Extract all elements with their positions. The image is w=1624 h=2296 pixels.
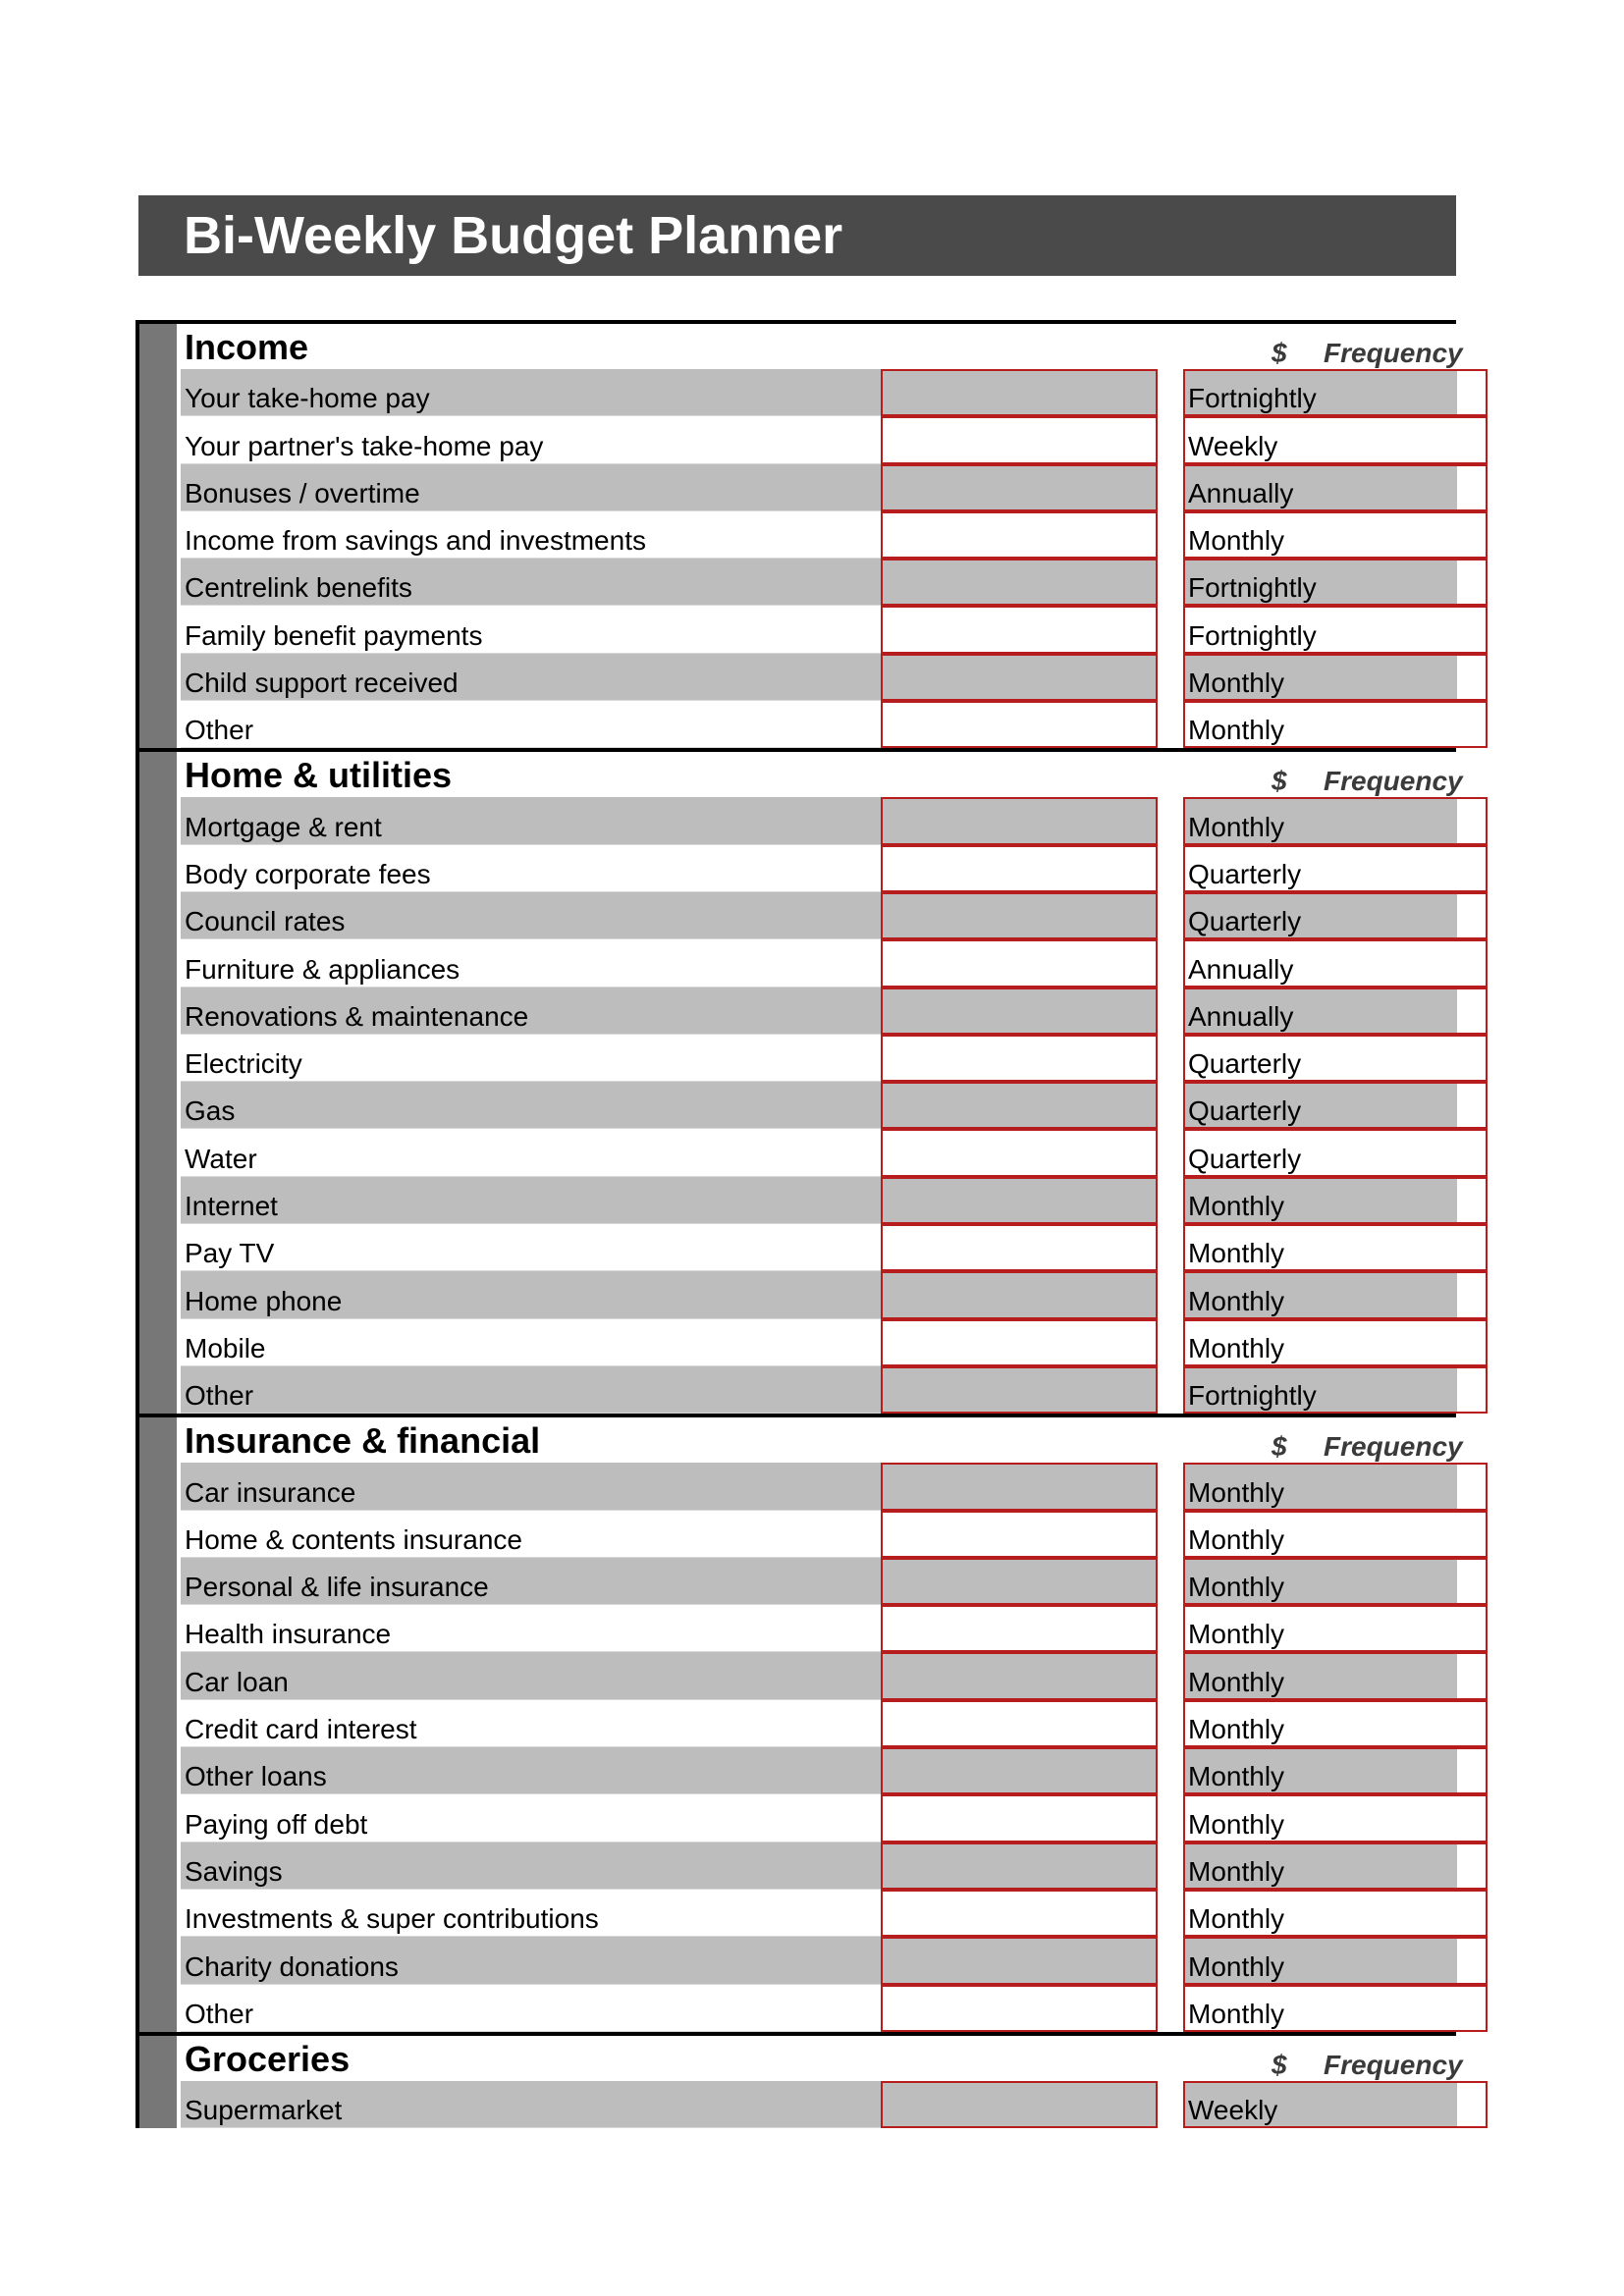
- row-label: Income from savings and investments: [185, 525, 646, 557]
- frequency-select[interactable]: [1183, 1035, 1488, 1082]
- row-label: Water: [185, 1143, 257, 1174]
- frequency-value: Monthly: [1188, 811, 1285, 842]
- row-label: Health insurance: [185, 1619, 392, 1650]
- table-row: [181, 845, 1456, 892]
- row-label: Car insurance: [185, 1476, 356, 1508]
- frequency-value: Monthly: [1188, 1855, 1285, 1887]
- amount-input[interactable]: [881, 845, 1158, 892]
- table-row: [181, 1558, 1456, 1605]
- column-gap: [1158, 1937, 1185, 1984]
- table-row: [181, 892, 1456, 939]
- frequency-value: Quarterly: [1188, 906, 1302, 937]
- frequency-select[interactable]: [1183, 1794, 1488, 1842]
- frequency-value: Weekly: [1188, 2095, 1278, 2126]
- row-label: Credit card interest: [185, 1714, 417, 1745]
- amount-input[interactable]: [881, 1890, 1158, 1937]
- row-label: Other: [185, 715, 254, 746]
- column-gap: [1158, 559, 1185, 606]
- column-gap: [1158, 892, 1185, 939]
- amount-input[interactable]: [881, 892, 1158, 939]
- row-label: Body corporate fees: [185, 858, 431, 889]
- row-label: Investments & super contributions: [185, 1903, 599, 1935]
- row-label: Supermarket: [185, 2095, 343, 2126]
- column-gap: [1158, 1224, 1185, 1271]
- column-gap: [1158, 1794, 1185, 1842]
- column-gap: [1158, 416, 1185, 463]
- frequency-select[interactable]: [1183, 1366, 1488, 1414]
- column-gap: [1158, 1319, 1185, 1366]
- frequency-select[interactable]: [1183, 988, 1488, 1035]
- row-label: Internet: [185, 1191, 278, 1222]
- frequency-value: Annually: [1188, 953, 1294, 985]
- table-row: [181, 1652, 1456, 1699]
- amount-input[interactable]: [881, 1842, 1158, 1890]
- table-row: [181, 1605, 1456, 1652]
- amount-input[interactable]: [881, 1605, 1158, 1652]
- frequency-select[interactable]: [1183, 464, 1488, 511]
- row-label: Charity donations: [185, 1950, 399, 1982]
- frequency-select[interactable]: [1183, 511, 1488, 559]
- frequency-value: Fortnightly: [1188, 1380, 1317, 1412]
- table-row: [181, 1700, 1456, 1747]
- frequency-column-header: Frequency: [1324, 338, 1463, 368]
- table-row: [181, 654, 1456, 701]
- column-gap: [1158, 1558, 1185, 1605]
- frequency-value: Monthly: [1188, 1808, 1285, 1840]
- amount-input[interactable]: [881, 654, 1158, 701]
- frequency-select[interactable]: [1183, 1129, 1488, 1176]
- frequency-value: Fortnightly: [1188, 383, 1317, 414]
- frequency-select[interactable]: [1183, 1511, 1488, 1558]
- row-label: Other: [185, 1380, 254, 1412]
- page-title: Bi-Weekly Budget Planner: [184, 206, 843, 265]
- frequency-select[interactable]: [1183, 369, 1488, 416]
- frequency-select[interactable]: [1183, 606, 1488, 653]
- row-label: Mobile: [185, 1332, 266, 1363]
- amount-input[interactable]: [881, 1511, 1158, 1558]
- frequency-column-header: Frequency: [1324, 2049, 1463, 2080]
- section-income: [135, 320, 1463, 748]
- amount-input[interactable]: [881, 1366, 1158, 1414]
- row-label: Your partner's take-home pay: [185, 430, 544, 461]
- row-label: Furniture & appliances: [185, 953, 460, 985]
- frequency-select[interactable]: [1183, 1271, 1488, 1318]
- row-label: Mortgage & rent: [185, 811, 382, 842]
- frequency-select[interactable]: [1183, 1842, 1488, 1890]
- amount-input[interactable]: [881, 1319, 1158, 1366]
- frequency-select[interactable]: [1183, 939, 1488, 987]
- column-gap: [1158, 1985, 1185, 2032]
- amount-input[interactable]: [881, 1082, 1158, 1129]
- column-gap: [1158, 988, 1185, 1035]
- amount-input[interactable]: [881, 559, 1158, 606]
- frequency-value: Monthly: [1188, 1950, 1285, 1982]
- column-gap: [1158, 606, 1185, 653]
- amount-input[interactable]: [881, 1271, 1158, 1318]
- row-label: Your take-home pay: [185, 383, 430, 414]
- frequency-value: Quarterly: [1188, 858, 1302, 889]
- row-label: Pay TV: [185, 1238, 275, 1269]
- frequency-select[interactable]: [1183, 1747, 1488, 1794]
- title-bar: [138, 195, 1456, 276]
- amount-input[interactable]: [881, 511, 1158, 559]
- amount-column-header: $: [1272, 2049, 1287, 2080]
- frequency-select[interactable]: [1183, 2081, 1488, 2128]
- frequency-value: Monthly: [1188, 1523, 1285, 1555]
- frequency-select[interactable]: [1183, 701, 1488, 748]
- table-row: [181, 1035, 1456, 1082]
- column-gap: [1158, 464, 1185, 511]
- frequency-select[interactable]: [1183, 1558, 1488, 1605]
- section-header: [181, 752, 1463, 797]
- table-row: [181, 1224, 1456, 1271]
- frequency-select[interactable]: [1183, 845, 1488, 892]
- frequency-value: Quarterly: [1188, 1048, 1302, 1080]
- column-gap: [1158, 701, 1185, 748]
- amount-input[interactable]: [881, 1177, 1158, 1224]
- frequency-select[interactable]: [1183, 416, 1488, 463]
- column-gap: [1158, 1366, 1185, 1414]
- frequency-value: Monthly: [1188, 667, 1285, 699]
- amount-column-header: $: [1272, 1431, 1287, 1463]
- column-gap: [1158, 1511, 1185, 1558]
- amount-input[interactable]: [881, 1652, 1158, 1699]
- frequency-value: Quarterly: [1188, 1095, 1302, 1127]
- amount-column-header: $: [1272, 766, 1287, 797]
- amount-input[interactable]: [881, 1129, 1158, 1176]
- frequency-select[interactable]: [1183, 1463, 1488, 1510]
- column-gap: [1158, 511, 1185, 559]
- row-label: Bonuses / overtime: [185, 477, 420, 508]
- column-gap: [1158, 1652, 1185, 1699]
- row-label: Council rates: [185, 906, 346, 937]
- column-gap: [1158, 654, 1185, 701]
- frequency-value: Monthly: [1188, 715, 1285, 746]
- row-label: Centrelink benefits: [185, 572, 412, 604]
- row-label: Family benefit payments: [185, 619, 483, 651]
- budget-sheet: [135, 320, 1463, 2128]
- column-gap: [1158, 1747, 1185, 1794]
- row-label: Home phone: [185, 1285, 343, 1316]
- section-header: [181, 1417, 1463, 1463]
- table-row: [181, 1129, 1456, 1176]
- table-row: [181, 559, 1456, 606]
- amount-input[interactable]: [881, 1985, 1158, 2032]
- frequency-value: Monthly: [1188, 1476, 1285, 1508]
- table-row: [181, 1463, 1456, 1510]
- table-row: [181, 1842, 1456, 1890]
- table-row: [181, 797, 1456, 844]
- table-row: [181, 2081, 1456, 2128]
- frequency-select[interactable]: [1183, 1177, 1488, 1224]
- table-row: [181, 1082, 1456, 1129]
- table-row: [181, 1271, 1456, 1318]
- amount-input[interactable]: [881, 2081, 1158, 2128]
- column-gap: [1158, 1271, 1185, 1318]
- column-gap: [1158, 1842, 1185, 1890]
- frequency-value: Monthly: [1188, 1572, 1285, 1603]
- section-groceries: [135, 2032, 1463, 2128]
- frequency-select[interactable]: [1183, 1605, 1488, 1652]
- row-label: Personal & life insurance: [185, 1572, 489, 1603]
- frequency-value: Monthly: [1188, 1666, 1285, 1697]
- frequency-select[interactable]: [1183, 1937, 1488, 1984]
- frequency-select[interactable]: [1183, 1224, 1488, 1271]
- column-gap: [1158, 797, 1185, 844]
- amount-input[interactable]: [881, 939, 1158, 987]
- amount-input[interactable]: [881, 701, 1158, 748]
- frequency-value: Monthly: [1188, 1285, 1285, 1316]
- column-gap: [1158, 1035, 1185, 1082]
- frequency-value: Monthly: [1188, 1714, 1285, 1745]
- frequency-value: Monthly: [1188, 1998, 1285, 2029]
- amount-input[interactable]: [881, 797, 1158, 844]
- table-row: [181, 701, 1456, 748]
- table-row: [181, 1747, 1456, 1794]
- amount-input[interactable]: [881, 606, 1158, 653]
- table-row: [181, 369, 1456, 416]
- column-gap: [1158, 939, 1185, 987]
- table-row: [181, 511, 1456, 559]
- frequency-value: Monthly: [1188, 1903, 1285, 1935]
- column-gap: [1158, 1605, 1185, 1652]
- row-label: Gas: [185, 1095, 236, 1127]
- frequency-value: Fortnightly: [1188, 572, 1317, 604]
- column-gap: [1158, 1082, 1185, 1129]
- frequency-value: Monthly: [1188, 1761, 1285, 1792]
- row-label: Renovations & maintenance: [185, 1000, 529, 1032]
- frequency-value: Fortnightly: [1188, 619, 1317, 651]
- row-label: Savings: [185, 1855, 283, 1887]
- column-gap: [1158, 1463, 1185, 1510]
- row-label: Other loans: [185, 1761, 327, 1792]
- frequency-value: Annually: [1188, 477, 1294, 508]
- amount-input[interactable]: [881, 1463, 1158, 1510]
- column-gap: [1158, 2081, 1185, 2128]
- section-title: Income: [185, 327, 309, 367]
- row-label: Car loan: [185, 1666, 289, 1697]
- amount-input[interactable]: [881, 1700, 1158, 1747]
- section-header: [181, 324, 1463, 369]
- frequency-value: Quarterly: [1188, 1143, 1302, 1174]
- table-row: [181, 606, 1456, 653]
- row-label: Home & contents insurance: [185, 1523, 522, 1555]
- section-title: Insurance & financial: [185, 1420, 541, 1462]
- frequency-select[interactable]: [1183, 1890, 1488, 1937]
- frequency-value: Annually: [1188, 1000, 1294, 1032]
- frequency-value: Monthly: [1188, 1238, 1285, 1269]
- table-row: [181, 939, 1456, 987]
- column-gap: [1158, 369, 1185, 416]
- column-gap: [1158, 1129, 1185, 1176]
- frequency-select[interactable]: [1183, 1700, 1488, 1747]
- table-row: [181, 1794, 1456, 1842]
- frequency-value: Monthly: [1188, 1191, 1285, 1222]
- table-row: [181, 464, 1456, 511]
- row-label: Child support received: [185, 667, 459, 699]
- frequency-value: Monthly: [1188, 1332, 1285, 1363]
- table-row: [181, 1890, 1456, 1937]
- column-gap: [1158, 1177, 1185, 1224]
- frequency-select[interactable]: [1183, 1319, 1488, 1366]
- amount-input[interactable]: [881, 1558, 1158, 1605]
- column-gap: [1158, 1890, 1185, 1937]
- row-label: Paying off debt: [185, 1808, 368, 1840]
- amount-input[interactable]: [881, 369, 1158, 416]
- amount-input[interactable]: [881, 1035, 1158, 1082]
- section-home-utilities: [135, 748, 1463, 1414]
- frequency-select[interactable]: [1183, 797, 1488, 844]
- amount-column-header: $: [1272, 338, 1287, 368]
- table-row: [181, 416, 1456, 463]
- table-row: [181, 1937, 1456, 1984]
- table-row: [181, 1511, 1456, 1558]
- section-title: Groceries: [185, 2038, 351, 2079]
- frequency-column-header: Frequency: [1324, 766, 1463, 797]
- frequency-value: Weekly: [1188, 430, 1278, 461]
- table-row: [181, 1319, 1456, 1366]
- section-header: [181, 2036, 1463, 2081]
- frequency-value: Monthly: [1188, 1619, 1285, 1650]
- frequency-select[interactable]: [1183, 1652, 1488, 1699]
- amount-input[interactable]: [881, 464, 1158, 511]
- frequency-value: Monthly: [1188, 525, 1285, 557]
- table-row: [181, 988, 1456, 1035]
- row-label: Other: [185, 1998, 254, 2029]
- amount-input[interactable]: [881, 1794, 1158, 1842]
- frequency-column-header: Frequency: [1324, 1431, 1463, 1463]
- amount-input[interactable]: [881, 1747, 1158, 1794]
- table-row: [181, 1177, 1456, 1224]
- column-gap: [1158, 1700, 1185, 1747]
- table-row: [181, 1366, 1456, 1414]
- frequency-select[interactable]: [1183, 559, 1488, 606]
- amount-input[interactable]: [881, 416, 1158, 463]
- table-row: [181, 1985, 1456, 2032]
- frequency-select[interactable]: [1183, 1985, 1488, 2032]
- amount-input[interactable]: [881, 1224, 1158, 1271]
- amount-input[interactable]: [881, 988, 1158, 1035]
- frequency-select[interactable]: [1183, 1082, 1488, 1129]
- section-insurance-financial: [135, 1414, 1463, 2032]
- column-gap: [1158, 845, 1185, 892]
- amount-input[interactable]: [881, 1937, 1158, 1984]
- section-title: Home & utilities: [185, 755, 453, 796]
- frequency-select[interactable]: [1183, 654, 1488, 701]
- frequency-select[interactable]: [1183, 892, 1488, 939]
- row-label: Electricity: [185, 1048, 302, 1080]
